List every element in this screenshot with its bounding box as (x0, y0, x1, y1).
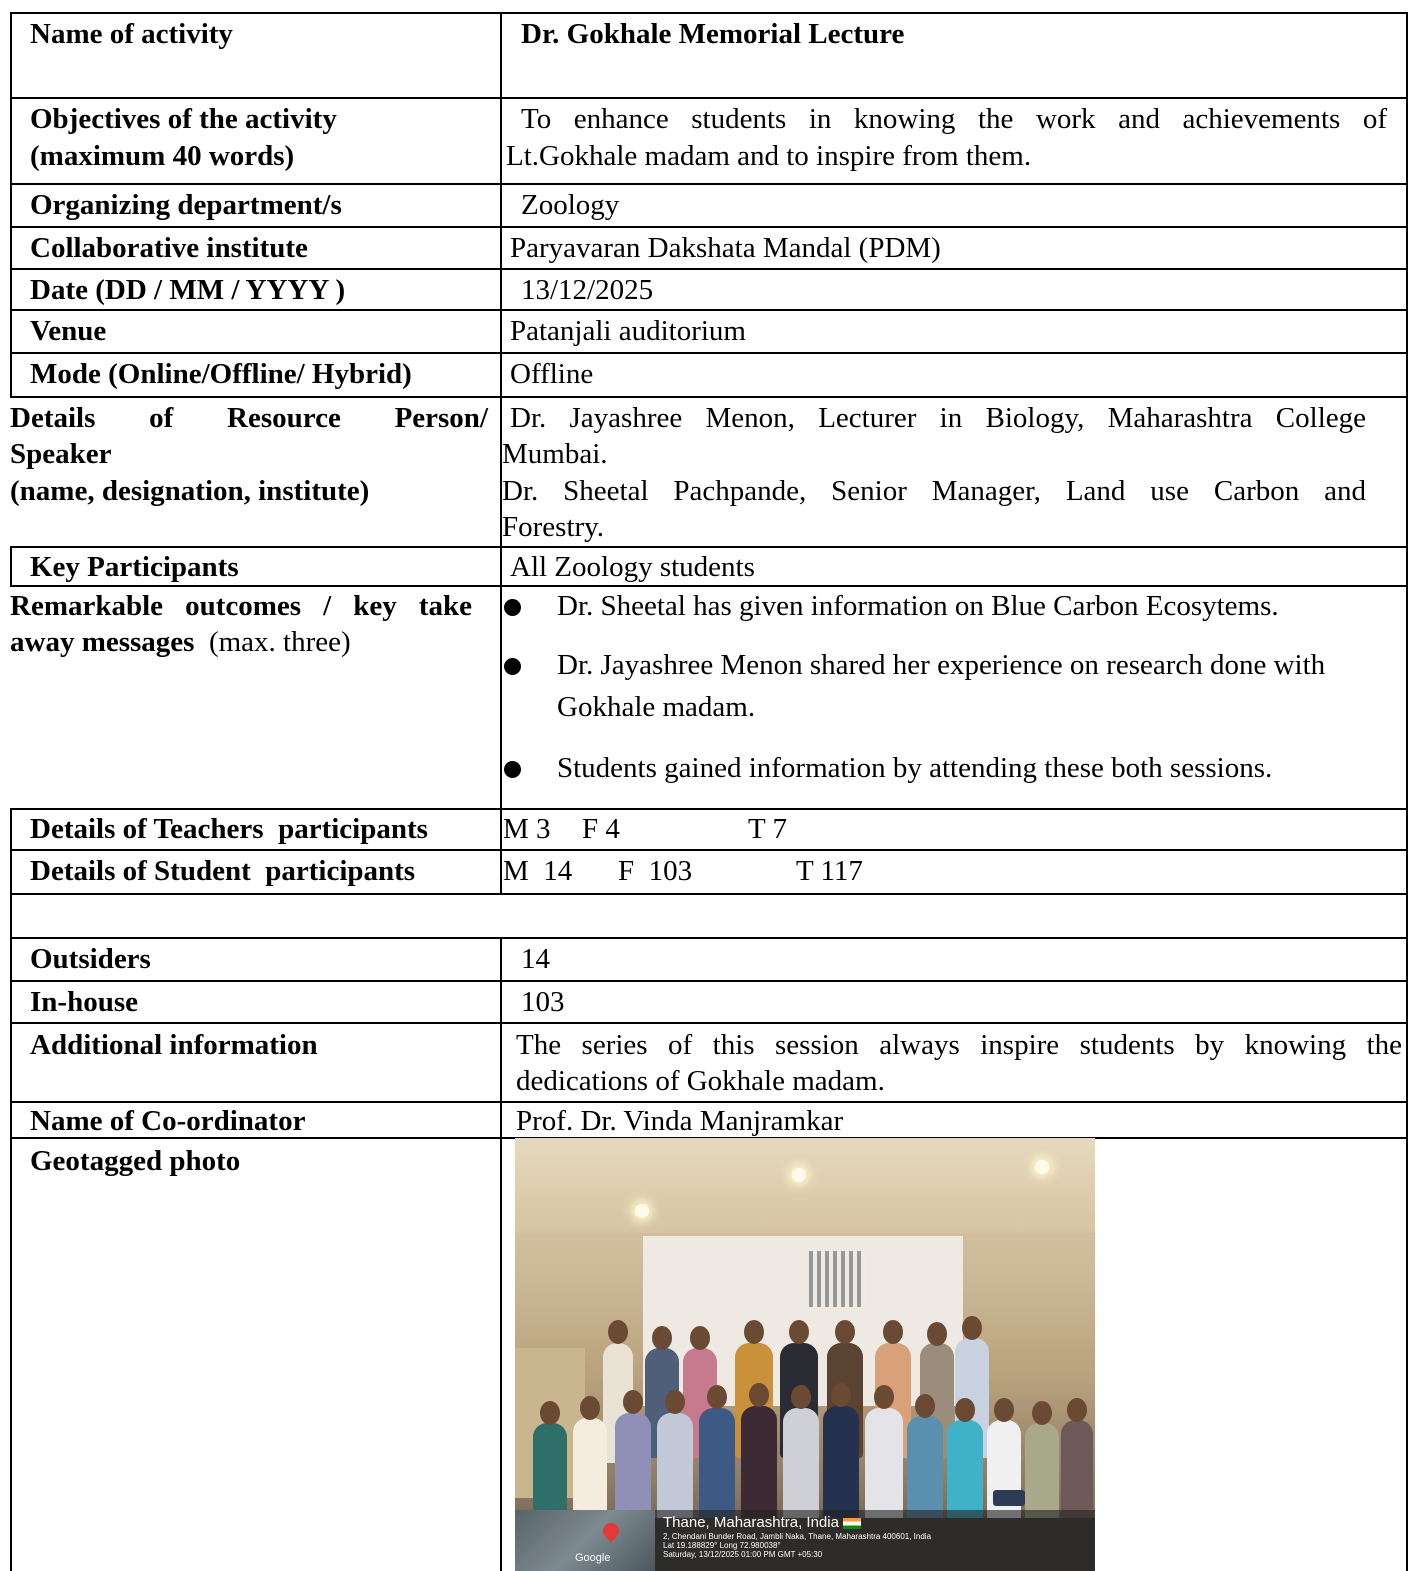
label-resource-person: Details of Resource Person/ (10, 402, 488, 434)
person-head (540, 1401, 560, 1425)
value-resource-line4: Forestry. (502, 511, 605, 543)
label-department: Organizing department/s (30, 189, 342, 221)
bullet-icon (504, 761, 521, 778)
person-head (707, 1385, 727, 1409)
person-head (915, 1394, 935, 1418)
value-date: 13/12/2025 (521, 274, 654, 306)
person-head (835, 1320, 855, 1344)
value-coordinator: Prof. Dr. Vinda Manjramkar (516, 1105, 844, 1137)
teacher-male: M 3 (503, 813, 551, 845)
row-divider (10, 546, 1408, 548)
row-divider (10, 893, 1408, 895)
light-icon (635, 1204, 649, 1218)
label-geotagged-photo: Geotagged photo (30, 1145, 241, 1177)
person-head (962, 1316, 982, 1340)
person-head (690, 1326, 710, 1350)
label-inhouse: In-house (30, 986, 138, 1018)
row-divider (10, 183, 1408, 185)
map-brand: Google (575, 1552, 611, 1564)
outcome-item-3: Students gained information by attending these both sessions. (557, 752, 1273, 784)
person-head (749, 1383, 769, 1407)
bullet-icon (504, 658, 521, 675)
row-divider (10, 97, 1408, 99)
row-divider (10, 226, 1408, 228)
person-head (994, 1398, 1014, 1422)
value-outsiders: 14 (521, 943, 550, 975)
value-collaborative: Paryavaran Dakshata Mandal (PDM) (510, 232, 941, 264)
label-student-participants: Details of Student participants (30, 855, 416, 887)
geotag-location-text: Thane, Maharashtra, India (663, 1514, 839, 1531)
person-head (831, 1383, 851, 1407)
value-mode: Offline (510, 358, 594, 390)
row-divider (10, 352, 1408, 354)
person-head (874, 1385, 894, 1409)
row-divider (10, 309, 1408, 311)
table-border-left (10, 12, 12, 397)
person-head (623, 1390, 643, 1414)
geotagged-photo (515, 1138, 1095, 1571)
label-outcomes: Remarkable outcomes / key take (10, 590, 472, 622)
qr-code-icon (809, 1251, 865, 1307)
value-inhouse: 103 (521, 986, 565, 1018)
value-resource-line1: Dr. Jayashree Menon, Lecturer in Biology, Maharashtra College (510, 402, 1366, 434)
label-key-participants: Key Participants (30, 551, 239, 583)
teacher-total: T 7 (748, 813, 787, 845)
person-head (665, 1390, 685, 1414)
row-divider (10, 585, 1408, 587)
value-resource-line3: Dr. Sheetal Pachpande, Senior Manager, Land use Carbon and (502, 475, 1366, 507)
table-border-left (10, 808, 12, 1571)
person-head (580, 1396, 600, 1420)
geotag-details (663, 1532, 931, 1559)
outcome-item-2-cont: Gokhale madam. (557, 691, 756, 723)
table-border-top (10, 12, 1408, 14)
person-head (955, 1398, 975, 1422)
label-outcomes-line2 (10, 624, 351, 660)
geotag-latlong: Lat 19.188829° Long 72.980038° (663, 1541, 781, 1550)
label-outsiders: Outsiders (30, 943, 151, 975)
table-border-left (10, 546, 12, 586)
value-additional-line2: dedications of Gokhale madam. (516, 1065, 885, 1097)
person-head (1067, 1398, 1087, 1422)
label-objectives-note: (maximum 40 words) (30, 140, 295, 172)
value-activity-name: Dr. Gokhale Memorial Lecture (521, 18, 905, 50)
label-teacher-participants: Details of Teachers participants (30, 813, 428, 845)
row-divider (10, 808, 1408, 810)
person-head (883, 1320, 903, 1344)
person-head (744, 1320, 764, 1344)
light-icon (1035, 1160, 1049, 1174)
label-collaborative: Collaborative institute (30, 232, 308, 264)
geotag-address: 2, Chendani Bunder Road, Jambli Naka, Thane, Maharashtra 400601, India (663, 1532, 932, 1541)
column-divider (500, 937, 502, 1571)
table-border-right (1406, 12, 1408, 1571)
india-flag-icon (843, 1518, 861, 1529)
label-activity-name: Name of activity (30, 18, 233, 50)
value-department: Zoology (521, 189, 620, 221)
label-coordinator: Name of Co-ordinator (30, 1105, 306, 1137)
label-additional: Additional information (30, 1029, 318, 1061)
person-head (1032, 1401, 1052, 1425)
value-additional-line1: The series of this session always inspire students by knowing the (516, 1029, 1402, 1061)
row-divider (10, 937, 1408, 939)
label-resource-note: (name, designation, institute) (10, 475, 370, 507)
label-outcomes-messages: away messages (10, 626, 195, 658)
person-head (927, 1322, 947, 1346)
student-female: F 103 (618, 855, 693, 887)
label-outcomes-note: (max. three) (208, 626, 351, 658)
row-divider (10, 980, 1408, 982)
row-divider (10, 1022, 1408, 1024)
value-resource-line2: Mumbai. (502, 438, 608, 470)
person-head (791, 1385, 811, 1409)
label-venue: Venue (30, 315, 107, 347)
outcome-item-1: Dr. Sheetal has given information on Blue Carbon Ecosytems. (557, 590, 1279, 622)
label-mode: Mode (Online/Offline/ Hybrid) (30, 358, 412, 390)
row-divider (10, 396, 1408, 398)
person-head (608, 1320, 628, 1344)
value-key-participants: All Zoology students (510, 551, 755, 583)
student-male: M 14 (503, 855, 573, 887)
value-objectives-line2: Lt.Gokhale madam and to inspire from them. (506, 140, 1032, 172)
value-venue: Patanjali auditorium (510, 315, 746, 347)
geotag-location (663, 1514, 861, 1531)
teacher-female: F 4 (582, 813, 620, 845)
row-divider (10, 268, 1408, 270)
label-resource-speaker: Speaker (10, 438, 112, 470)
label-objectives: Objectives of the activity (30, 103, 337, 135)
person-head (652, 1326, 672, 1350)
label-date: Date (DD / MM / YYYY ) (30, 274, 346, 306)
light-icon (792, 1168, 806, 1182)
photo-ceiling (515, 1138, 1095, 1233)
camera-app-badge (993, 1490, 1025, 1506)
geotag-timestamp: Saturday, 13/12/2025 01:00 PM GMT +05:30 (663, 1550, 823, 1559)
value-objectives-line1: To enhance students in knowing the work and achievements of (521, 103, 1387, 135)
student-total: T 117 (796, 855, 863, 887)
outcome-item-2: Dr. Jayashree Menon shared her experience on research done with (557, 649, 1326, 681)
row-divider (10, 849, 1408, 851)
person-head (789, 1320, 809, 1344)
bullet-icon (504, 599, 521, 616)
